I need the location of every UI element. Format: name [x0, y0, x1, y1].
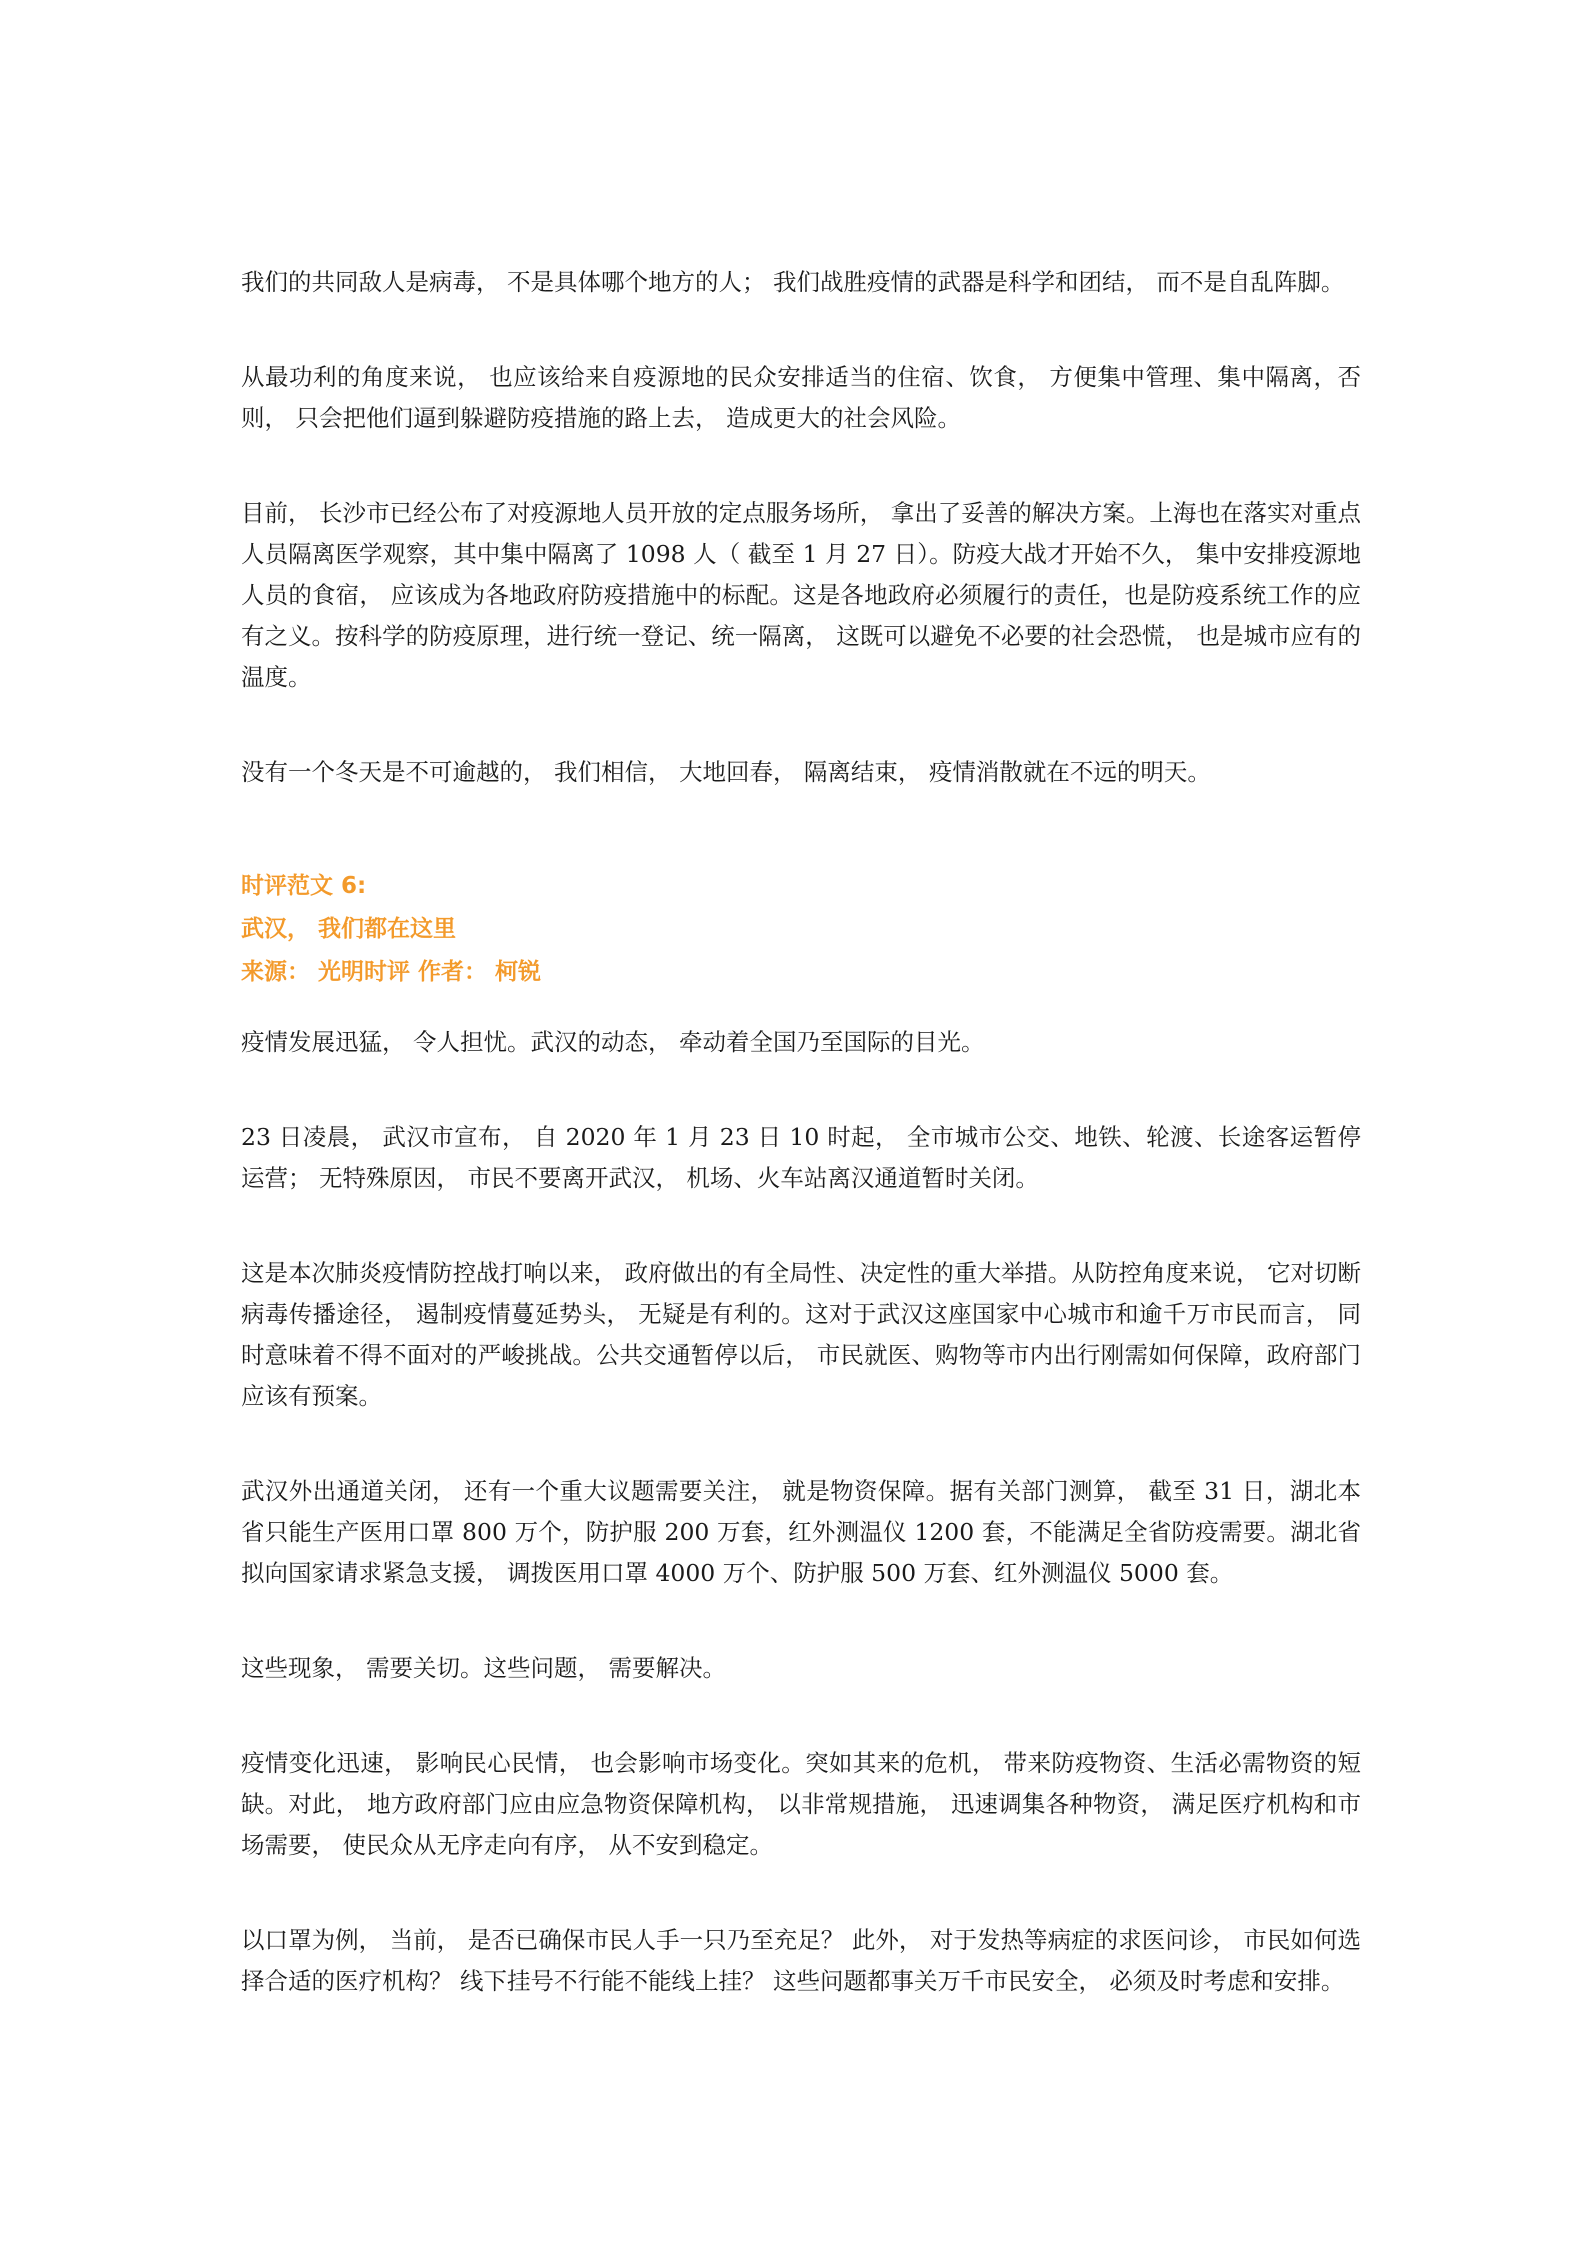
paragraph: 疫情变化迅速， 影响民心民情， 也会影响市场变化。突如其来的危机， 带来防疫物资、生活必需物资的短缺。对此， 地方政府部门应由应急物资保障机构， 以非常规措施， 迅速调集各种物资， 满足医疗机构和市场需要， 使民众从无序走向有序， 从不安到稳定。: [241, 1749, 1361, 1859]
paragraph: 疫情发展迅猛， 令人担忧。武汉的动态， 牵动着全国乃至国际的目光。: [241, 1028, 985, 1056]
document-page: [241, 262, 1361, 2002]
article-header: [241, 865, 1361, 994]
article-title: 武汉， 我们都在这里: [241, 916, 457, 942]
paragraph: 没有一个冬天是不可逾越的， 我们相信， 大地回春， 隔离结束， 疫情消散就在不远的明天。: [241, 758, 1211, 786]
article-label: 时评范文 6:: [241, 873, 367, 899]
paragraph: 目前， 长沙市已经公布了对疫源地人员开放的定点服务场所， 拿出了妥善的解决方案。上海也在落实对重点人员隔离医学观察，其中集中隔离了 1098 人（ 截至 1 月 27 日）。防疫大战才开始不久， 集中安排疫源地人员的食宿， 应该成为各地政府防疫措施中的标配。这是各地政府必须履行的责任，也是防疫系统工作的应有之义。按科学的防疫原理，进行统一登记、统一隔离， 这既可以避免不必要的社会恐慌， 也是城市应有的温度。: [241, 499, 1361, 691]
paragraph: 这是本次肺炎疫情防控战打响以来， 政府做出的有全局性、决定性的重大举措。从防控角度来说， 它对切断病毒传播途径， 遏制疫情蔓延势头， 无疑是有利的。这对于武汉这座国家中心城市和逾千万市民而言， 同时意味着不得不面对的严峻挑战。公共交通暂停以后， 市民就医、购物等市内出行刚需如何保障，政府部门应该有预案。: [241, 1259, 1361, 1410]
paragraph: 我们的共同敌人是病毒， 不是具体哪个地方的人； 我们战胜疫情的武器是科学和团结， 而不是自乱阵脚。: [241, 268, 1345, 296]
paragraph: 这些现象， 需要关切。这些问题， 需要解决。: [241, 1654, 726, 1682]
paragraph: 以口罩为例， 当前， 是否已确保市民人手一只乃至充足？ 此外， 对于发热等病症的求医问诊， 市民如何选择合适的医疗机构？ 线下挂号不行能不能线上挂？ 这些问题都事关万千市民安全， 必须及时考虑和安排。: [241, 1926, 1361, 1995]
paragraph: 武汉外出通道关闭， 还有一个重大议题需要关注， 就是物资保障。据有关部门测算， 截至 31 日，湖北本省只能生产医用口罩 800 万个，防护服 200 万套，红外测温仪 1200 套，不能满足全省防疫需要。湖北省拟向国家请求紧急支援， 调拨医用口罩 4000 万个、防护服 500 万套、红外测温仪 5000 套。: [241, 1477, 1361, 1587]
paragraph: 从最功利的角度来说， 也应该给来自疫源地的民众安排适当的住宿、饮食， 方便集中管理、集中隔离，否则， 只会把他们逼到躲避防疫措施的路上去， 造成更大的社会风险。: [241, 363, 1361, 432]
paragraph: 23 日凌晨， 武汉市宣布， 自 2020 年 1 月 23 日 10 时起， 全市城市公交、地铁、轮渡、长途客运暂停运营； 无特殊原因， 市民不要离开武汉， 机场、火车站离汉通道暂时关闭。: [241, 1123, 1361, 1192]
article-source: 来源： 光明时评 作者： 柯锐: [241, 959, 542, 985]
